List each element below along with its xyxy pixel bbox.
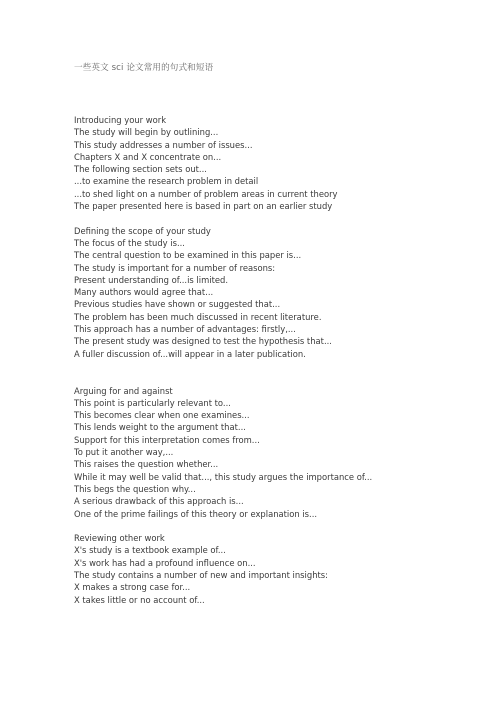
phrase-line: This study addresses a number of issues... [74, 139, 253, 150]
section-heading: Introducing your work [74, 115, 167, 125]
phrase-line: Previous studies have shown or suggested that... [74, 299, 281, 310]
phrase-line: The paper presented here is based in part on an earlier study [74, 201, 333, 212]
document-body [74, 114, 484, 606]
phrase-line: Many authors would agree that... [74, 287, 214, 298]
phrase-line: ...to examine the research problem in detail [74, 176, 259, 187]
section-heading: Reviewing other work [74, 533, 165, 544]
section-arguing-for-against [74, 385, 484, 520]
section-heading: Arguing for and against [74, 385, 173, 396]
section-reviewing-other-work [74, 532, 484, 606]
phrase-line: A serious drawback of this approach is... [74, 496, 244, 507]
phrase-line: X's work has had a profound influence on... [74, 557, 256, 568]
phrase-line: This raises the question whether... [74, 459, 219, 470]
phrase-line: This becomes clear when one examines... [74, 410, 250, 421]
phrase-line: The following section sets out... [74, 164, 207, 175]
phrase-line: This point is particularly relevant to... [74, 397, 231, 408]
phrase-line: The focus of the study is... [74, 237, 185, 248]
phrase-line: X makes a strong case for... [74, 582, 191, 593]
phrase-line: X takes little or no account of... [74, 594, 205, 605]
phrase-line: The study contains a number of new and important insights: [74, 569, 328, 580]
phrase-line: This begs the question why... [74, 483, 196, 494]
phrase-line: The study will begin by outlining... [74, 127, 219, 138]
phrase-line: The present study was designed to test the hypothesis that... [74, 336, 332, 347]
phrase-line: ...to shed light on a number of problem areas in current theory [74, 188, 338, 199]
phrase-line: The problem has been much discussed in recent literature. [74, 311, 322, 322]
phrase-line: Chapters X and X concentrate on... [74, 151, 222, 162]
phrase-line: Present understanding of...is limited. [74, 274, 228, 285]
phrase-line: The central question to be examined in this paper is... [74, 250, 302, 261]
phrase-line: While it may well be valid that..., this study argues the importance of... [74, 471, 373, 482]
phrase-line: Support for this interpretation comes from... [74, 434, 260, 445]
phrase-line: X's study is a textbook example of... [74, 545, 226, 556]
page-title: 一些英文 sci 论文常用的句式和短语 [74, 63, 214, 73]
section-introducing-your-work [74, 114, 484, 212]
section-heading: Defining the scope of your study [74, 225, 211, 236]
phrase-line: To put it another way,... [74, 447, 174, 458]
phrase-line: One of the prime failings of this theory or explanation is... [74, 508, 318, 519]
section-defining-scope [74, 225, 484, 360]
phrase-line: The study is important for a number of reasons: [74, 262, 276, 273]
phrase-line: This lends weight to the argument that... [74, 422, 246, 433]
phrase-line: A fuller discussion of...will appear in a later publication. [74, 348, 306, 359]
phrase-line: This approach has a number of advantages: firstly,... [74, 324, 296, 335]
